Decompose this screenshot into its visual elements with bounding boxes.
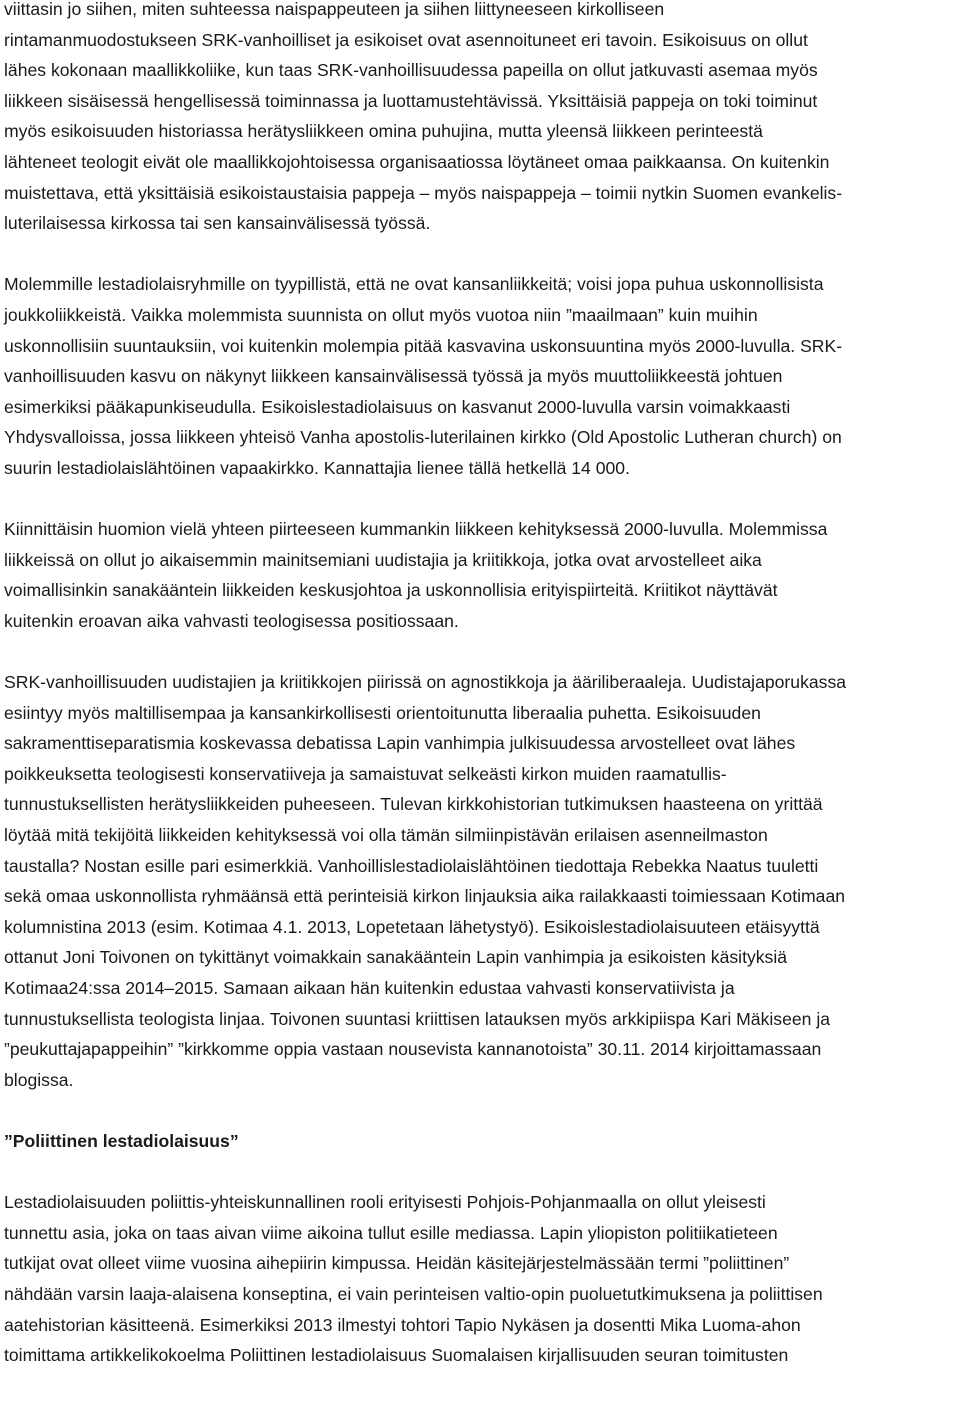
document-page [4, 0, 956, 1401]
text-line: poikkeuksetta teologisesti konservatiiveja ja samaistuvat selkeästi kirkon muiden raamatullis- [4, 763, 727, 784]
text-line: luterilaisessa kirkossa tai sen kansainvälisessä työssä. [4, 213, 431, 234]
text-line: Molemmille lestadiolaisryhmille on tyypillistä, että ne ovat kansanliikkeitä; voisi jopa puhua uskonnollisista [4, 274, 824, 295]
text-line: kolumnistina 2013 (esim. Kotimaa 4.1. 2013, Lopetetaan lähetystyö). Esikoislestadiolaisuuteen etäisyyttä [4, 916, 820, 937]
text-line: tunnustuksellisten herätysliikkeiden puheeseen. Tulevan kirkkohistorian tutkimuksen haasteena on yrittää [4, 794, 823, 815]
text-line: uskonnollisiin suuntauksiin, voi kuitenkin molempia pitää kasvavina uskonsuuntina myös 2000-luvulla. SRK- [4, 335, 843, 356]
text-line: suurin lestadiolaislähtöinen vapaakirkko. Kannattajia lienee tällä hetkellä 14 000. [4, 457, 630, 478]
text-line: blogissa. [4, 1069, 74, 1090]
text-line: joukkoliikkeistä. Vaikka molemmista suunnista on ollut myös vuotoa niin ”maailmaan” kuin muihin [4, 304, 758, 325]
text-line: toimittama artikkelikokoelma Poliittinen lestadiolaisuus Suomalaisen kirjallisuuden seuran toimitusten [4, 1345, 789, 1366]
text-line: liikkeen sisäisessä hengellisessä toiminnassa ja luottamustehtävissä. Yksittäisiä pappeja on toki toiminut [4, 90, 818, 111]
text-line: tunnustuksellista teologista linjaa. Toivonen suuntasi kriittisen latauksen myös arkkipiispa Kari Mäkiseen ja [4, 1008, 831, 1029]
text-line: SRK-vanhoillisuuden uudistajien ja kriitikkojen piirissä on agnostikkoja ja ääriliberaaleja. Uudistajaporukassa [4, 672, 847, 693]
paragraph-4 [4, 667, 956, 1095]
text-line: aatehistorian käsitteenä. Esimerkiksi 2013 ilmestyi tohtori Tapio Nykäsen ja dosentti Mika Luoma-ahon [4, 1314, 801, 1335]
text-line: lähes kokonaan maallikkoliike, kun taas SRK-vanhoillisuudessa papeilla on ollut jatkuvasti asemaa myös [4, 60, 818, 81]
section-heading-text: ”Poliittinen lestadiolaisuus” [4, 1130, 239, 1151]
text-line: esimerkiksi pääkapunkiseudulla. Esikoislestadiolaisuus on kasvanut 2000-luvulla varsin voimakkaasti [4, 396, 791, 417]
paragraph-1 [4, 0, 956, 239]
text-line: taustalla? Nostan esille pari esimerkkiä. Vanhoillislestadiolaislähtöinen tiedottaja Rebekka Naatus tuuletti [4, 855, 819, 876]
paragraph-3 [4, 514, 956, 636]
text-line: tutkijat ovat olleet viime vuosina aihepiirin kimpussa. Heidän käsitejärjestelmässään termi ”poliittinen” [4, 1253, 790, 1274]
text-line: vanhoillisuuden kasvu on näkynyt liikkeen kansainvälisessä työssä ja myös muuttoliikkeestä johtuen [4, 366, 783, 387]
text-line: Kiinnittäisin huomion vielä yhteen piirteeseen kummankin liikkeen kehityksessä 2000-luvulla. Molemmissa [4, 519, 828, 540]
text-line: Kotimaa24:ssa 2014–2015. Samaan aikaan hän kuitenkin edustaa vahvasti konservatiivista ja [4, 978, 735, 998]
text-line: Lestadiolaisuuden poliittis-yhteiskunnallinen rooli erityisesti Pohjois-Pohjanmaalla on ollut yleisesti [4, 1192, 766, 1213]
text-line: esiintyy myös maltillisempaa ja kansankirkollisesti orientoitunutta liberaalia puhetta. Esikoisuuden [4, 702, 761, 723]
text-line: sakramenttiseparatismia koskevassa debatissa Lapin vanhimpia julkisuudessa arvostelleet ovat lähes [4, 733, 796, 754]
text-line: voimallisinkin sanakääntein liikkeiden keskusjohtoa ja uskonnollisia erityispiirteitä. Kriitikot näyttävät [4, 580, 778, 601]
section-heading [4, 1126, 956, 1157]
text-line: myös esikoisuuden historiassa herätysliikkeen omina puhujina, mutta yleensä liikkeen perinteestä [4, 121, 763, 142]
text-line: löytää mitä tekijöitä liikkeiden kehityksessä voi olla tämän silmiinpistävän erilaisen asenneilmaston [4, 825, 768, 846]
text-line: lähteneet teologit eivät ole maallikkojohtoisessa organisaatiossa löytäneet omaa paikkaansa. On kuitenkin [4, 151, 830, 172]
text-line: Yhdysvalloissa, jossa liikkeen yhteisö Vanha apostolis-luterilainen kirkko (Old Apostolic Lutheran church) on [4, 427, 842, 448]
text-line: muistettava, että yksittäisiä esikoistaustaisia pappeja – myös naispappeja – toimii nytkin Suomen evankelis- [4, 182, 843, 203]
text-line: liikkeissä on ollut jo aikaisemmin mainitsemiani uudistajia ja kriitikkoja, jotka ovat arvostelleet aika [4, 549, 762, 570]
paragraph-5 [4, 1187, 956, 1371]
text-line: viittasin jo siihen, miten suhteessa naispappeuteen ja siihen liittyneeseen kirkolliseen [4, 0, 665, 19]
text-line: ottanut Joni Toivonen on tykittänyt voimakkain sanakääntein Lapin vanhimpia ja esikoisten käsityksiä [4, 947, 788, 968]
text-line: tunnettu asia, joka on taas aivan viime aikoina tullut esille mediassa. Lapin yliopiston politiikatieteen [4, 1222, 778, 1243]
text-line: nähdään varsin laaja-alaisena konseptina, ei vain perinteisen valtio-opin puoluetutkimuksena ja poliittisen [4, 1283, 823, 1304]
paragraph-2 [4, 269, 956, 483]
text-line: rintamanmuodostukseen SRK-vanhoilliset ja esikoiset ovat asennoituneet eri tavoin. Esikoisuus on ollut [4, 29, 808, 50]
text-line: ”peukuttajapappeihin” ”kirkkomme oppia vastaan nousevista kannanotoista” 30.11. 2014 kirjoittamassaan [4, 1039, 822, 1060]
text-line: kuitenkin eroavan aika vahvasti teologisessa positiossaan. [4, 610, 459, 631]
text-line: sekä omaa uskonnollista ryhmäänsä että perinteisiä kirkon linjauksia aika railakkaasti toimiessaan Kotimaan [4, 886, 846, 907]
